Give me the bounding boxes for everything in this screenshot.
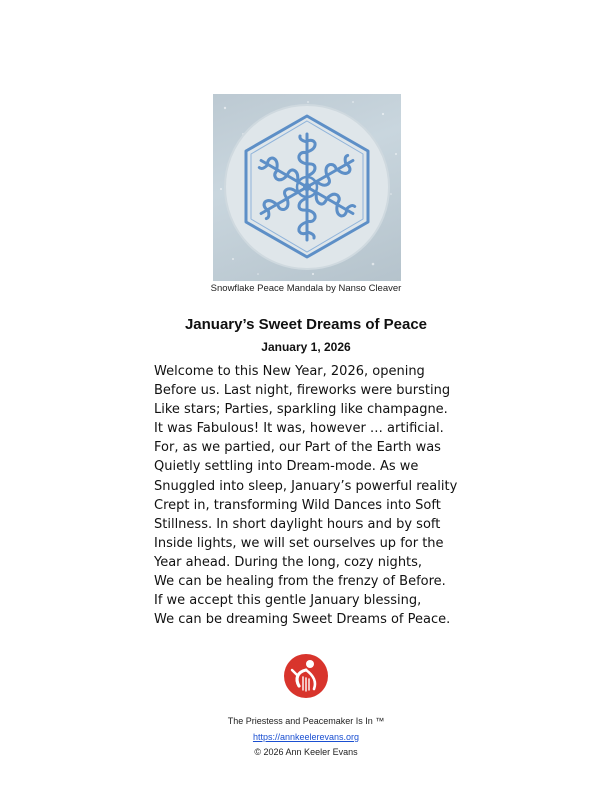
poem-line: Inside lights, we will set ourselves up for the [154, 535, 444, 551]
post-date: January 1, 2026 [261, 340, 351, 354]
poem-line: Quietly settling into Dream-mode. As we [154, 459, 419, 475]
poem-line: Year ahead. During the long, cozy nights, [154, 554, 423, 570]
snowflake-peace-mandala-image [213, 94, 401, 281]
poem-line: Before us. Last night, fireworks were bursting [154, 383, 451, 399]
poem-line: We can be healing from the frenzy of Before. [154, 574, 446, 590]
poem-line: For, as we partied, our Part of the Earth was [154, 440, 441, 456]
poem-line: Crept in, transforming Wild Dances into Soft [154, 497, 441, 513]
priestess-logo-icon [283, 653, 329, 699]
poem-line: Stillness. In short daylight hours and by soft [154, 516, 441, 532]
poem-line: Like stars; Parties, sparkling like champagne. [154, 402, 448, 418]
poem-line: We can be dreaming Sweet Dreams of Peace. [154, 612, 451, 628]
footer-tagline: The Priestess and Peacemaker Is In ™ [227, 716, 385, 726]
website-link[interactable]: https://annkeelerevans.org [252, 732, 360, 742]
poem-line: If we accept this gentle January blessing, [154, 593, 422, 609]
footer-copyright: © 2026 Ann Keeler Evans [254, 747, 358, 757]
image-caption: Snowflake Peace Mandala by Nanso Cleaver [210, 283, 402, 294]
page-title: January’s Sweet Dreams of Peace [184, 316, 428, 333]
footer-link-row [0, 732, 612, 742]
poem-body [154, 362, 554, 629]
mandala-artwork [213, 94, 401, 281]
poem-line: Welcome to this New Year, 2026, opening [154, 364, 425, 379]
poem-line: It was Fabulous! It was, however … artificial. [154, 421, 444, 437]
poem-line: Snuggled into sleep, January’s powerful reality [154, 478, 458, 494]
